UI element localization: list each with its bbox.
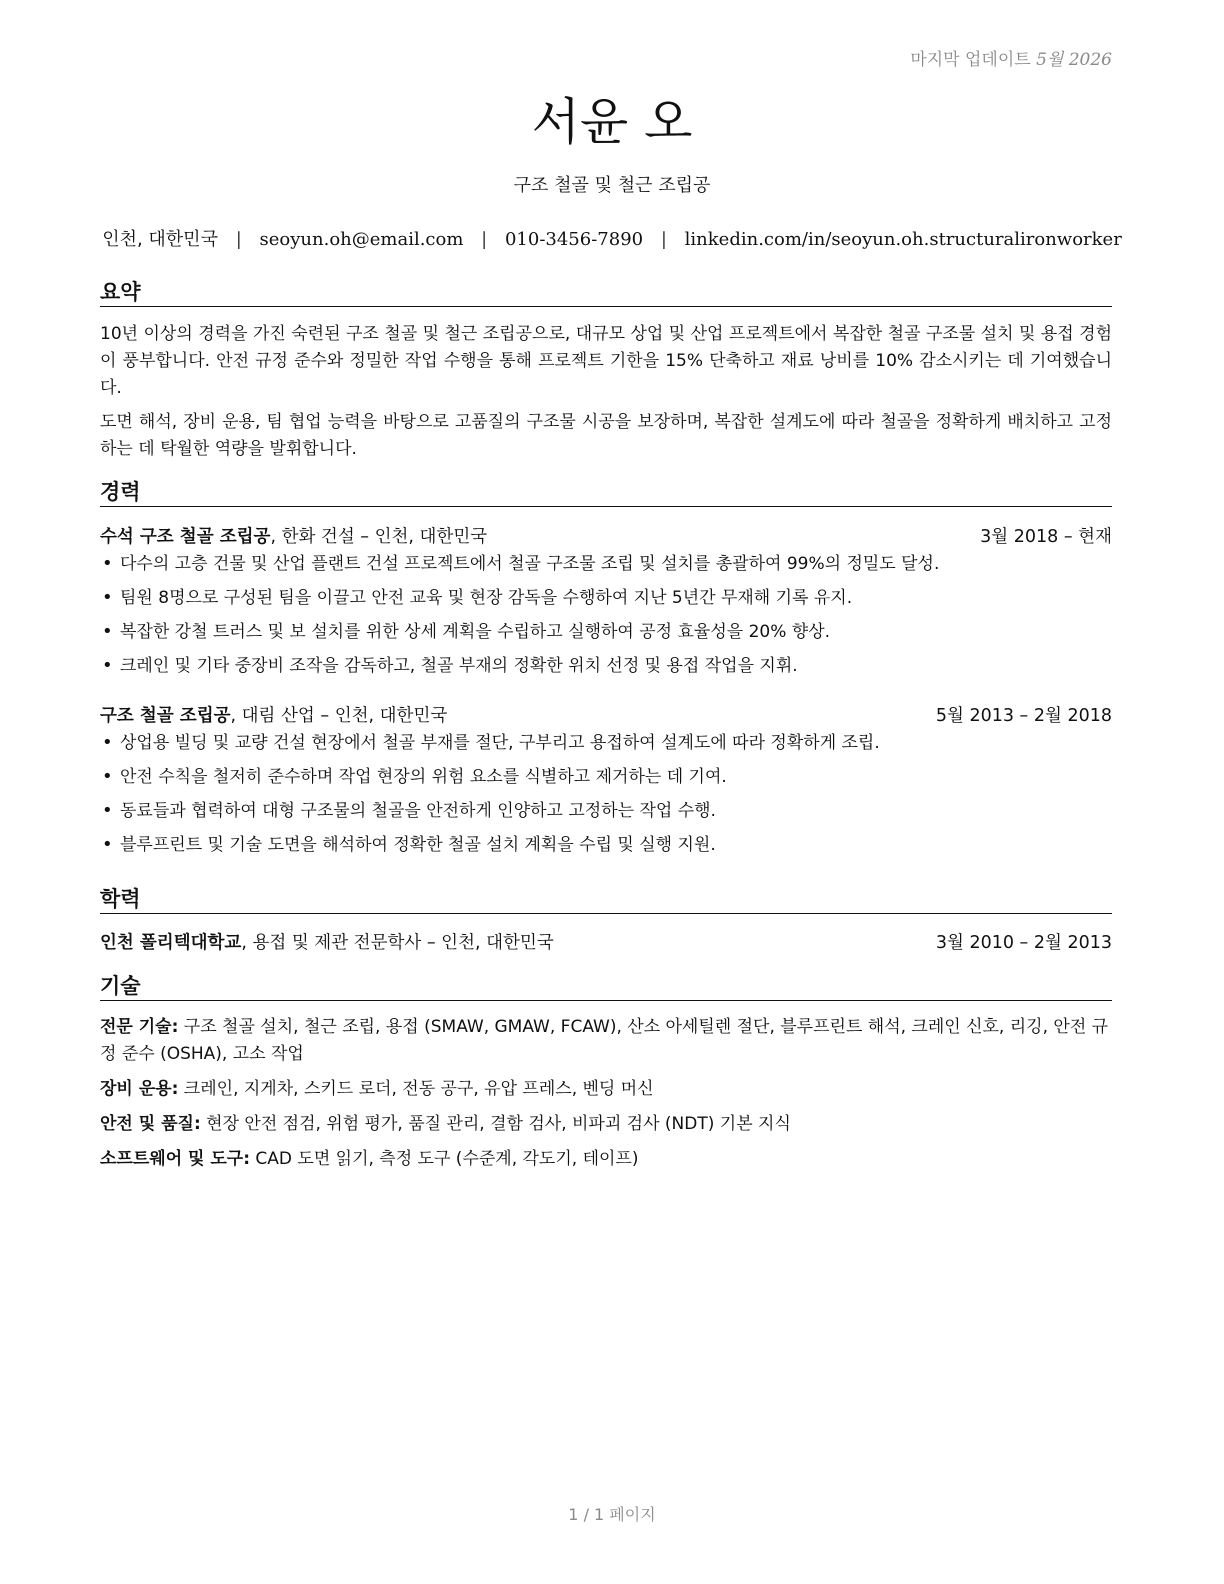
job-title-line bbox=[100, 702, 447, 727]
skill-value: 구조 철골 설치, 철근 조립, 용접 (SMAW, GMAW, FCAW), 산소 아세틸렌 절단, 블루프린트 해석, 크레인 신호, 리깅, 안전 규정 준수 (OSHA), 고소 작업 bbox=[100, 1017, 1109, 1064]
job-title-line bbox=[100, 523, 487, 548]
job-bullet: • 복잡한 강철 트러스 및 보 설치를 위한 상세 계획을 수립하고 실행하여 공정 효율성을 20% 향상. bbox=[100, 619, 1112, 653]
skills-title: 기술 bbox=[100, 970, 1112, 1001]
last-updated-year: 2026 bbox=[1068, 50, 1112, 70]
education-school: 인천 폴리텍대학교 bbox=[100, 933, 242, 953]
education-detail: , 용접 및 제관 전문학사 – 인천, 대한민국 bbox=[241, 933, 554, 953]
skill-item bbox=[100, 1076, 1112, 1103]
skill-value: 크레인, 지게차, 스키드 로더, 전동 공구, 유압 프레스, 벤딩 머신 bbox=[178, 1079, 654, 1099]
skill-label: 안전 및 품질: bbox=[100, 1114, 201, 1134]
job-bullet: • 상업용 빌딩 및 교량 건설 현장에서 철골 부재를 절단, 구부리고 용접하여 설계도에 따라 정확하게 조립. bbox=[100, 730, 1112, 764]
job-bullet: • 팀원 8명으로 구성된 팀을 이끌고 안전 교육 및 현장 감독을 수행하여 지난 5년간 무재해 기록 유지. bbox=[100, 585, 1112, 619]
contact-separator: | bbox=[660, 229, 667, 250]
job-header bbox=[100, 523, 1112, 551]
contact-phone: 010-3456-7890 bbox=[504, 229, 644, 250]
contact-linkedin[interactable]: linkedin.com/in/seoyun.oh.structuralironworker bbox=[684, 229, 1122, 250]
job-bullets bbox=[100, 730, 1112, 866]
job-bullet: • 안전 수칙을 철저히 준수하며 작업 현장의 위험 요소를 식별하고 제거하는 데 기여. bbox=[100, 764, 1112, 798]
job-dates: 3월 2018 – 현재 bbox=[980, 527, 1112, 547]
skill-label: 소프트웨어 및 도구: bbox=[100, 1149, 251, 1169]
skill-label: 전문 기술: bbox=[100, 1017, 179, 1037]
job-bullet: • 크레인 및 기타 중장비 조작을 감독하고, 철골 부재의 정확한 위치 선정 및 용접 작업을 지휘. bbox=[100, 653, 1112, 687]
skill-item bbox=[100, 1014, 1112, 1068]
job-role: 수석 구조 철골 조립공 bbox=[100, 527, 271, 547]
education-section bbox=[100, 883, 1112, 957]
summary-section bbox=[100, 276, 1112, 463]
contact-line bbox=[0, 225, 1224, 251]
education-entry bbox=[100, 929, 1112, 957]
job-bullet: • 동료들과 협력하여 대형 구조물의 철골을 안전하게 인양하고 고정하는 작업 수행. bbox=[100, 798, 1112, 832]
last-updated bbox=[910, 45, 1112, 70]
education-dates: 3월 2010 – 2월 2013 bbox=[935, 933, 1112, 953]
candidate-headline: 구조 철골 및 철근 조립공 bbox=[513, 175, 711, 196]
contact-email[interactable]: seoyun.oh@email.com bbox=[259, 229, 464, 250]
job-header bbox=[100, 702, 1112, 730]
experience-title: 경력 bbox=[100, 476, 1112, 507]
skill-value: 현장 안전 점검, 위험 평가, 품질 관리, 결함 검사, 비파괴 검사 (NDT) 기본 지식 bbox=[200, 1114, 791, 1134]
experience-section bbox=[100, 476, 1112, 866]
education-title: 학력 bbox=[100, 883, 1112, 914]
skills-section bbox=[100, 970, 1112, 1181]
job-company: , 한화 건설 – 인천, 대한민국 bbox=[270, 527, 488, 547]
candidate-name: 서윤 오 bbox=[531, 93, 693, 151]
contact-separator: | bbox=[481, 229, 488, 250]
summary-paragraph: 도면 해석, 장비 운용, 팀 협업 능력을 바탕으로 고품질의 구조물 시공을 보장하며, 복잡한 설계도에 따라 철골을 정확하게 배치하고 고정하는 데 탁월한 역량을 발휘합니다. bbox=[100, 412, 1112, 459]
summary-title: 요약 bbox=[100, 276, 1112, 307]
job-dates: 5월 2013 – 2월 2018 bbox=[935, 706, 1112, 726]
skill-value: CAD 도면 읽기, 측정 도구 (수준계, 각도기, 테이프) bbox=[250, 1149, 639, 1169]
job-bullet: • 다수의 고층 건물 및 산업 플랜트 건설 프로젝트에서 철골 구조물 조립 및 설치를 총괄하여 99%의 정밀도 달성. bbox=[100, 551, 1112, 585]
summary-paragraph: 10년 이상의 경력을 가진 숙련된 구조 철골 및 철근 조립공으로, 대규모 상업 및 산업 프로젝트에서 복잡한 철골 구조물 설치 및 용접 경험이 풍부합니다. 안전 규정 준수와 정밀한 작업 수행을 통해 프로젝트 기한을 15% 단축하고 재료 낭비를 10% 감소시키는 데 기여했습니다. bbox=[100, 324, 1112, 398]
last-updated-month: 5월 bbox=[1036, 50, 1064, 70]
education-line bbox=[100, 929, 554, 954]
job-bullets bbox=[100, 551, 1112, 687]
job-bullet: • 블루프린트 및 기술 도면을 해석하여 정확한 철골 설치 계획을 수립 및 실행 지원. bbox=[100, 832, 1112, 866]
skill-item bbox=[100, 1146, 1112, 1173]
skill-label: 장비 운용: bbox=[100, 1079, 179, 1099]
job-company: , 대림 산업 – 인천, 대한민국 bbox=[230, 706, 448, 726]
page-number: 1 / 1 페이지 bbox=[568, 1505, 656, 1524]
contact-location: 인천, 대한민국 bbox=[102, 229, 218, 250]
skill-item bbox=[100, 1111, 1112, 1138]
last-updated-label: 마지막 업데이트 bbox=[910, 50, 1031, 70]
job-role: 구조 철골 조립공 bbox=[100, 706, 231, 726]
contact-separator: | bbox=[235, 229, 242, 250]
